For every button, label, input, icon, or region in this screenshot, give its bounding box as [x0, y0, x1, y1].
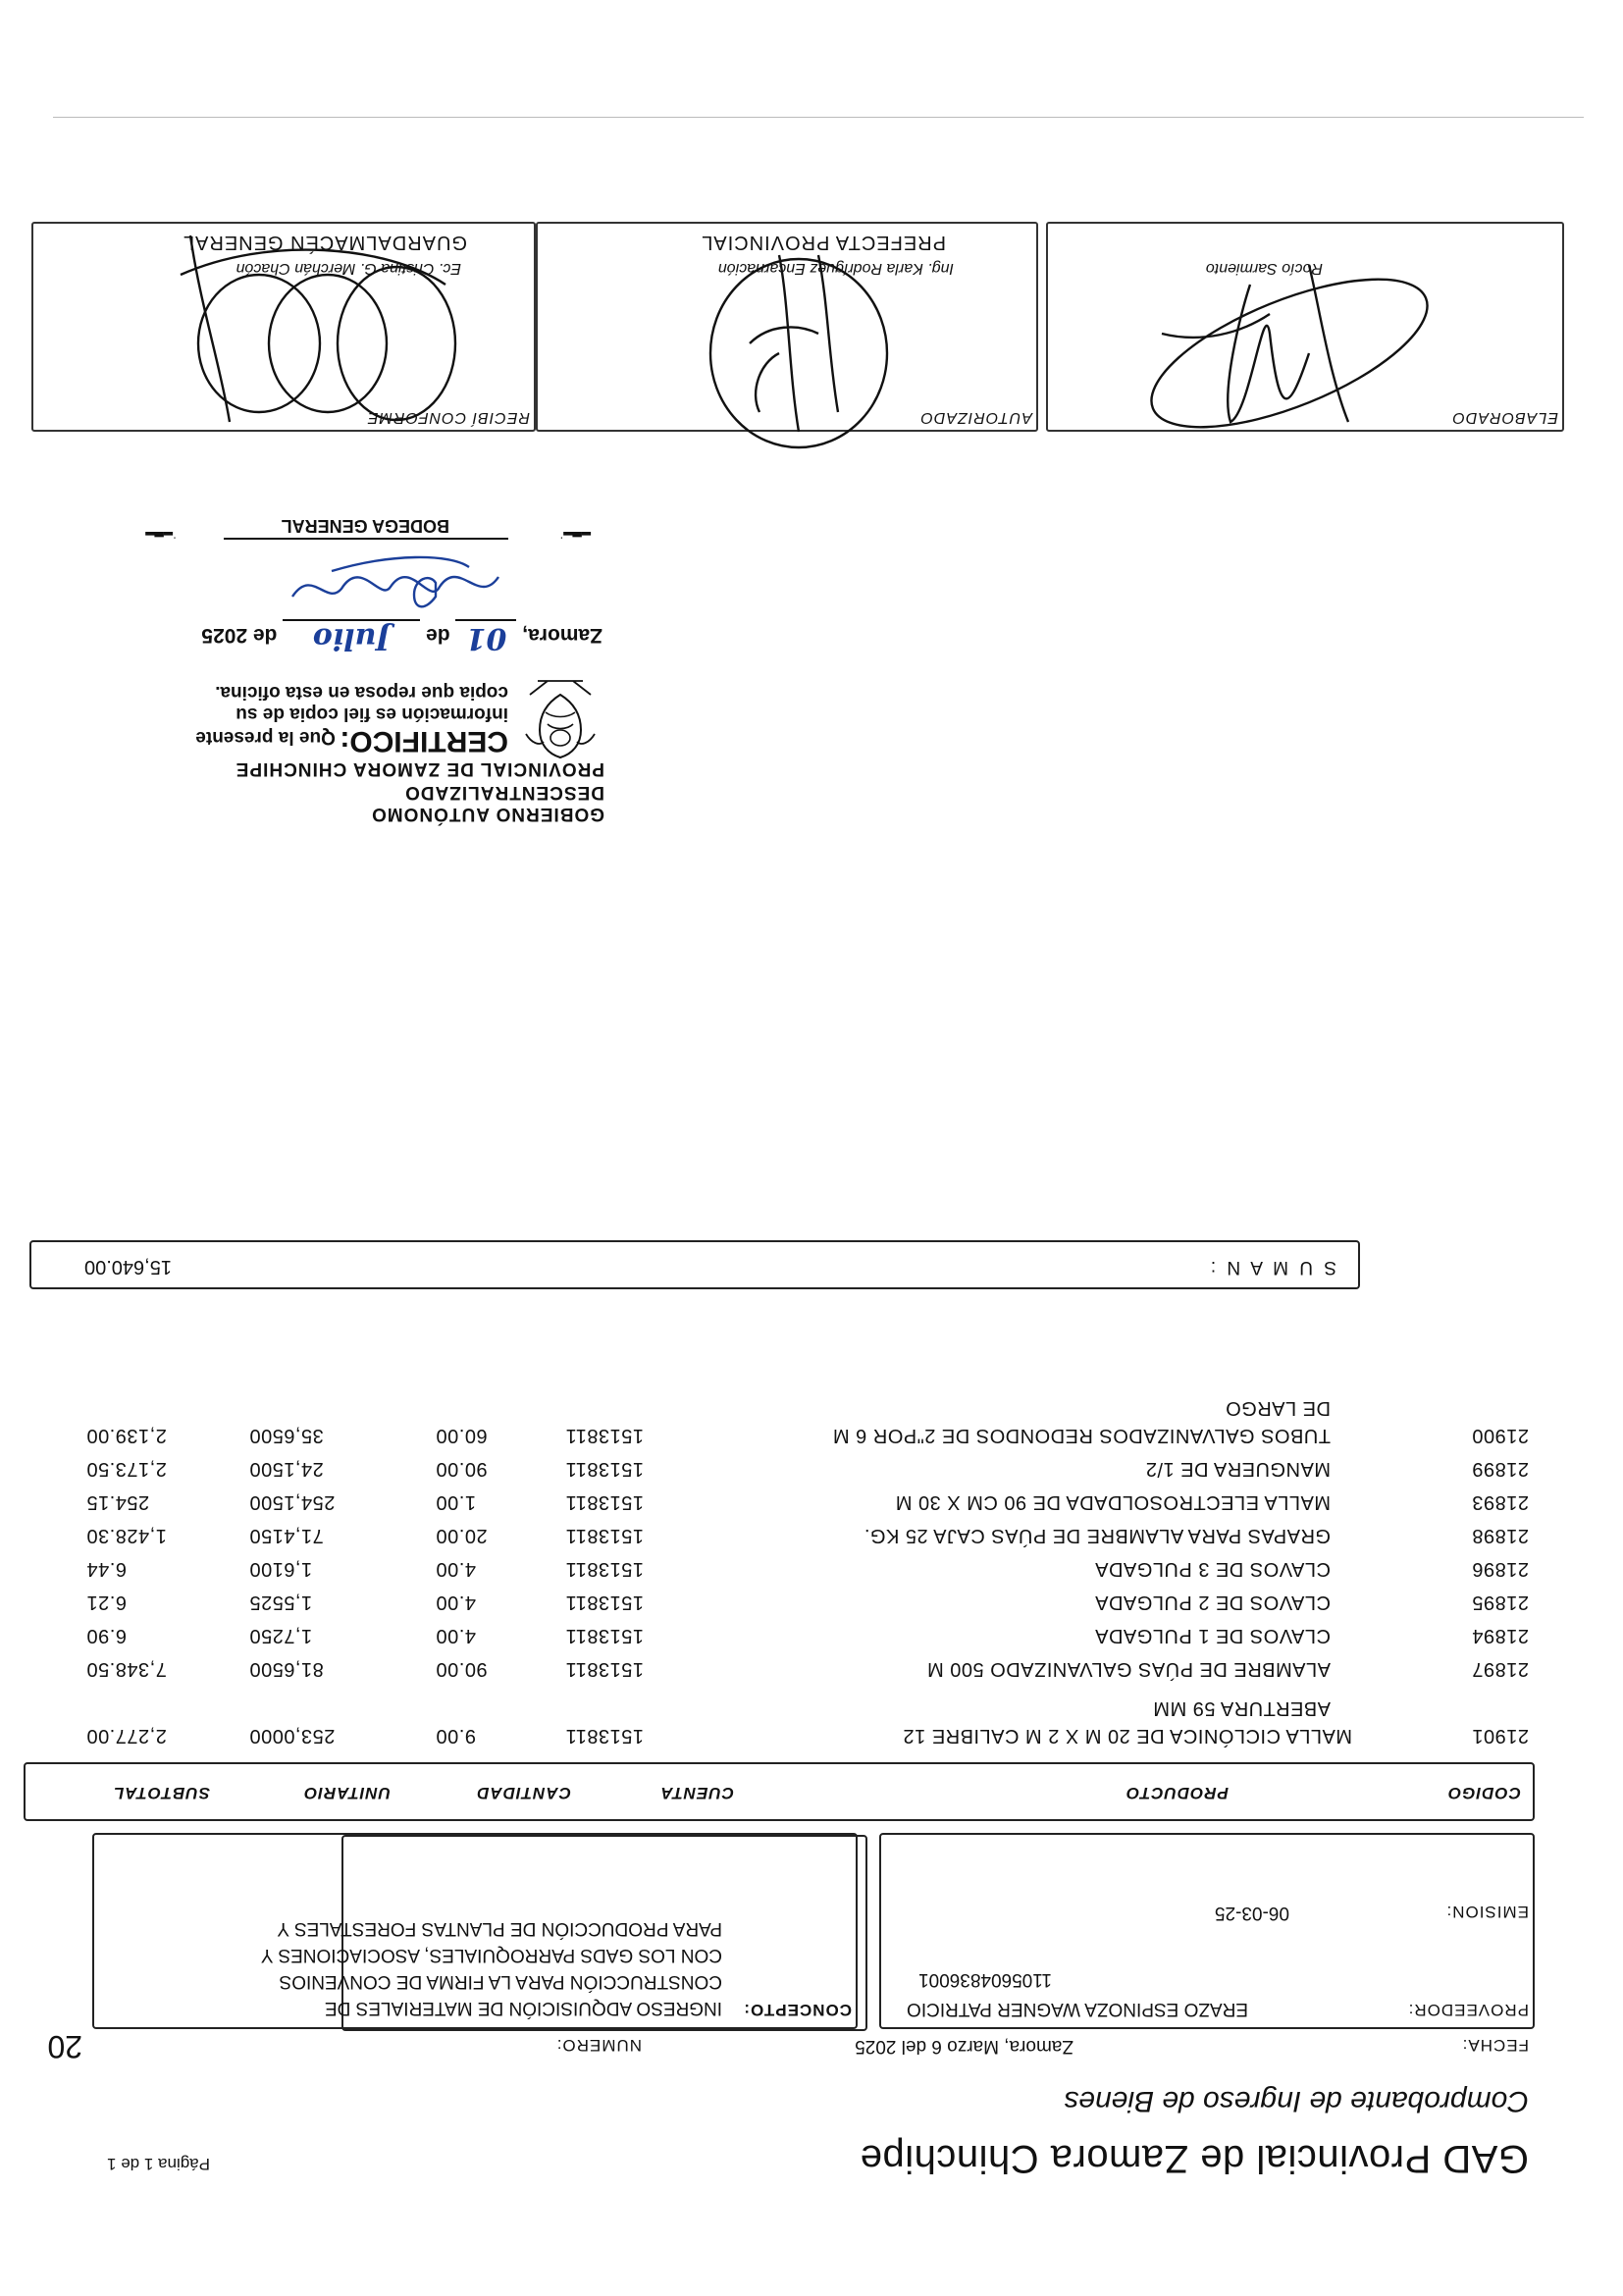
cert-line3: copia que reposa en esta oficina. [215, 682, 508, 703]
role-recibi: GUARDALMACÉN GENERAL [182, 232, 467, 253]
cell-cantidad: 20.00 [436, 1525, 488, 1546]
cert-date-month: Julio [283, 619, 420, 655]
concepto-line: CONSTRUCCIÓN PARA LA FIRMA DE CONVENIOS [279, 1971, 722, 1992]
total-label: S U M A N : [1207, 1257, 1336, 1278]
cell-cuenta: 1513811 [565, 1658, 644, 1680]
concepto-text [261, 1915, 722, 2021]
total-box [29, 1240, 1360, 1289]
cell-subtotal: 6.21 [86, 1592, 127, 1613]
cell-unitario: 81,6500 [249, 1658, 324, 1680]
cert-dept: BODEGA GENERAL [281, 516, 449, 536]
label-recibi-conforme: RECIBÍ CONFORME [366, 409, 530, 426]
cell-unitario: 35,6500 [249, 1425, 324, 1446]
cert-date-de1: de [426, 624, 450, 647]
cell-producto-cont: ABERTURA 59 MM [1152, 1697, 1331, 1719]
table-row [0, 1580, 1623, 1613]
col-producto: PRODUCTO [1126, 1784, 1229, 1802]
cert-date-year: de 2025 [201, 624, 278, 647]
cell-codigo: 21894 [1471, 1625, 1529, 1646]
label-autorizado: AUTORIZADO [919, 409, 1032, 426]
cell-cuenta: 1513811 [565, 1425, 644, 1446]
proveedor-name: ERAZO ESPINOZA WAGNER PATRICIO [907, 1999, 1249, 2019]
concepto-line: PARA PRODUCCIÓN DE PLANTAS FORESTALES Y [277, 1918, 722, 1939]
concepto-label: CONCEPTO: [743, 2001, 852, 2019]
cell-unitario: 1,7250 [249, 1625, 313, 1646]
numero-label: NUMERO: [555, 2036, 642, 2055]
signature-recibi-conforme [171, 226, 465, 481]
cell-unitario: 1,6100 [249, 1558, 313, 1580]
role-autorizado: PREFECTA PROVINCIAL [701, 232, 946, 253]
cell-subtotal: 6.44 [86, 1558, 127, 1580]
stamp-mark-right: ·▂▃▂ [145, 532, 177, 546]
cell-producto-cont: DE LARGO [1225, 1397, 1331, 1419]
concepto-line: INGRESO ADQUISICIÓN DE MATERIALES DE [324, 1998, 722, 2018]
document-subtitle: Comprobante de Ingreso de Bienes [1064, 2085, 1529, 2117]
col-codigo: CODIGO [1447, 1784, 1521, 1802]
certificate-date [92, 619, 602, 655]
label-elaborado: ELABORADO [1451, 409, 1558, 426]
col-subtotal: SUBTOTAL [113, 1784, 210, 1802]
table-header [24, 1762, 1535, 1821]
cell-codigo: 21898 [1471, 1525, 1529, 1546]
emision-label: EMISION: [1445, 1903, 1529, 1921]
page-indicator: Página 1 de 1 [107, 2155, 210, 2173]
emision-value: 06-03-25 [1214, 1903, 1289, 1923]
cert-title: CERTIFICO: [340, 725, 508, 757]
proveedor-label: PROVEEDOR: [1407, 2001, 1529, 2019]
stamp-mark-left: ▂▃▂· [559, 532, 591, 546]
cell-producto: CLAVOS DE 1 PULGADA [1094, 1625, 1331, 1646]
cell-unitario: 71,4150 [249, 1525, 324, 1546]
coat-of-arms-logo [518, 675, 602, 763]
cell-cuenta: 1513811 [565, 1725, 644, 1747]
cell-producto: CLAVOS DE 2 PULGADA [1094, 1592, 1331, 1613]
table-row [0, 1546, 1623, 1580]
cell-cuenta: 1513811 [565, 1458, 644, 1480]
cell-codigo: 21901 [1471, 1725, 1529, 1747]
cell-producto: MALLA ELECTROSOLDADA DE 90 CM X 30 M [895, 1491, 1331, 1513]
table-row [0, 1397, 1623, 1446]
cell-producto: MALLA CICLÓNICA DE 20 M X 2 M CALIBRE 12 [903, 1725, 1352, 1747]
total-value: 15,640.00 [84, 1256, 172, 1278]
cell-subtotal: 1,428.30 [86, 1525, 167, 1546]
cell-subtotal: 6.90 [86, 1625, 127, 1646]
name-elaborado: Rocío Sarmiento [1205, 260, 1323, 277]
cell-cantidad: 1.00 [436, 1491, 476, 1513]
cell-cuenta: 1513811 [565, 1625, 644, 1646]
table-row [0, 1646, 1623, 1680]
cell-producto: GRAPAS PARA ALAMBRE DE PÚAS CAJA 25 KG. [864, 1525, 1331, 1546]
cell-cantidad: 4.00 [436, 1625, 476, 1646]
cell-subtotal: 7,348.50 [86, 1658, 167, 1680]
col-cantidad: CANTIDAD [476, 1784, 571, 1802]
cell-cuenta: 1513811 [565, 1592, 644, 1613]
cell-subtotal: 2,173.50 [86, 1458, 167, 1480]
cell-codigo: 21900 [1471, 1425, 1529, 1446]
cell-unitario: 24,1500 [249, 1458, 324, 1480]
cell-unitario: 1,5525 [249, 1592, 313, 1613]
cell-cantidad: 4.00 [436, 1592, 476, 1613]
cell-cuenta: 1513811 [565, 1525, 644, 1546]
table-row [0, 1513, 1623, 1546]
cert-line2: información es fiel copia de su [236, 704, 508, 724]
numero-value: 20 [47, 2029, 82, 2064]
col-unitario: UNITARIO [303, 1784, 391, 1802]
certificate-signature [283, 548, 508, 616]
cell-cuenta: 1513811 [565, 1558, 644, 1580]
cell-cantidad: 4.00 [436, 1558, 476, 1580]
cell-producto: ALAMBRE DE PÚAS GALVANIZADO 500 M [926, 1658, 1331, 1680]
cell-subtotal: 254.15 [86, 1491, 150, 1513]
concepto-line: CON LOS GADS PARROQUIALES, ASOCIACIONES Y [260, 1945, 722, 1965]
certificate-block [173, 757, 604, 824]
cell-cantidad: 90.00 [436, 1458, 488, 1480]
cell-codigo: 21897 [1471, 1658, 1529, 1680]
cell-codigo: 21899 [1471, 1458, 1529, 1480]
table-row [0, 1613, 1623, 1646]
fecha-label: FECHA: [1461, 2036, 1529, 2055]
fecha-value: Zamora, Marzo 6 del 2025 [855, 2036, 1073, 2057]
col-cuenta: CUENTA [659, 1784, 734, 1802]
table-row [0, 1480, 1623, 1513]
proveedor-ruc: 1105604836001 [918, 1969, 1052, 1990]
cell-producto: TUBOS GALVANIZADOS REDONDOS DE 2"POR 6 M [832, 1425, 1331, 1446]
cell-subtotal: 2,139.00 [86, 1425, 167, 1446]
cell-unitario: 253,0000 [249, 1725, 336, 1747]
cert-date-prefix: Zamora, [522, 624, 602, 647]
name-autorizado: Ing. Karla Rodríguez Encarnación [717, 260, 954, 277]
cell-cuenta: 1513811 [565, 1491, 644, 1513]
cell-codigo: 21895 [1471, 1592, 1529, 1613]
cell-cantidad: 90.00 [436, 1658, 488, 1680]
table-row [0, 1697, 1623, 1747]
cell-subtotal: 2,277.00 [86, 1725, 167, 1747]
cell-producto: CLAVOS DE 3 PULGADA [1094, 1558, 1331, 1580]
signature-autorizado [701, 245, 897, 471]
cell-codigo: 21896 [1471, 1558, 1529, 1580]
cell-producto: MANGUERA DE 1/2 [1145, 1458, 1331, 1480]
cert-org-line1: GOBIERNO AUTÓNOMO DESCENTRALIZADO [371, 782, 604, 824]
cert-date-day: 01 [455, 619, 516, 655]
cell-cantidad: 9.00 [436, 1725, 476, 1747]
document-title: GAD Provincial de Zamora Chinchipe [860, 2137, 1529, 2180]
cert-line1: Que la presente [195, 727, 336, 748]
certificate-statement [155, 681, 508, 757]
name-recibi: Ec. Cristina G. Merchán Chacón [236, 260, 461, 277]
cert-signature-line [224, 538, 508, 540]
cell-unitario: 254,1500 [249, 1491, 336, 1513]
cell-cantidad: 60.00 [436, 1425, 488, 1446]
scan-edge-line [53, 117, 1584, 118]
table-row [0, 1446, 1623, 1480]
cell-codigo: 21893 [1471, 1491, 1529, 1513]
cert-org-line2: PROVINCIAL DE ZAMORA CHINCHIPE [235, 758, 604, 779]
signature-elaborado [1123, 255, 1437, 451]
